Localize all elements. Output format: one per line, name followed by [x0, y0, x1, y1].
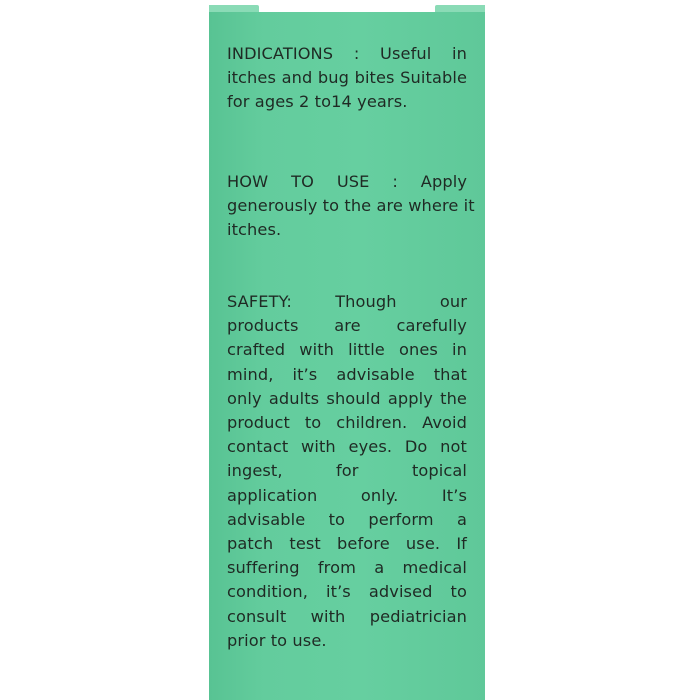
how-to-use-section [227, 170, 475, 243]
safety-line: products are carefully [227, 316, 467, 336]
how-to-use-line: HOW TO USE : Apply [227, 172, 467, 191]
safety-line: crafted with little ones in [227, 340, 467, 360]
safety-line: condition, it’s advised to [227, 582, 467, 602]
safety-line: suffering from a medical [227, 558, 467, 578]
safety-line: contact with eyes. Do not [227, 437, 467, 457]
how-to-use-line: itches. [227, 220, 282, 240]
safety-line: advisable to perform a [227, 509, 467, 529]
safety-line: ingest, for topical [227, 461, 467, 481]
indications-line: itches and bug bites Suitable [227, 68, 467, 88]
safety-section [227, 290, 467, 653]
indications-section [227, 42, 467, 115]
safety-line: prior to use. [227, 630, 327, 650]
safety-line: patch test before use. If [227, 534, 467, 554]
safety-line: product to children. Avoid [227, 413, 467, 433]
safety-line: mind, it’s advisable that [227, 364, 467, 384]
safety-line: only adults should apply the [227, 388, 467, 408]
indications-line: for ages 2 to14 years. [227, 92, 408, 112]
safety-line: consult with pediatrician [227, 606, 467, 626]
how-to-use-line: generously to the are where it [227, 196, 475, 216]
indications-line: INDICATIONS : Useful in [227, 44, 467, 63]
safety-line: SAFETY: Though our [227, 292, 467, 311]
safety-line: application only. It’s [227, 485, 467, 505]
